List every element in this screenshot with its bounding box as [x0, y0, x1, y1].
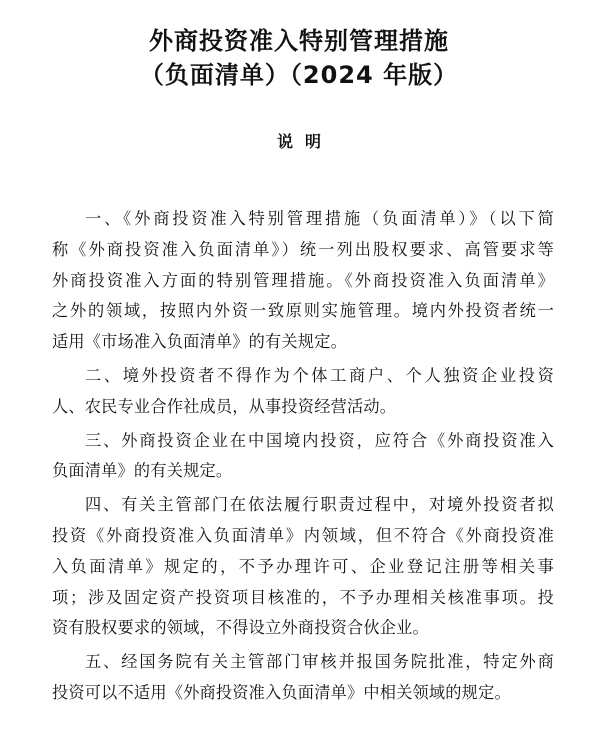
document-title: 外商投资准入特别管理措施	[149, 27, 449, 55]
paragraph-2-line-1: 二、境外投资者不得作为个体工商户、个人独资企业投资	[85, 365, 554, 385]
paragraph-1-line-4: 之外的领域，按照内外资一致原则实施管理。境内外投资者统一	[52, 301, 554, 321]
paragraph-5-line-2: 投资可以不适用《外商投资准入负面清单》中相关领域的规定。	[52, 682, 511, 702]
paragraph-1-line-3: 外商投资准入方面的特别管理措施。《外商投资准入负面清单》	[52, 270, 554, 290]
paragraph-4-line-1: 四、有关主管部门在依法履行职责过程中，对境外投资者拟	[85, 495, 554, 515]
paragraph-1-line-2: 称《外商投资准入负面清单》）统一列出股权要求、高管要求等	[52, 239, 554, 259]
paragraph-2-line-2: 人、农民专业合作社成员，从事投资经营活动。	[52, 396, 397, 416]
section-heading: 说明	[276, 132, 333, 151]
paragraph-5-line-1: 五、经国务院有关主管部门审核并报国务院批准，特定外商	[85, 652, 554, 672]
paragraph-1-line-1: 一、《外商投资准入特别管理措施（负面清单）》（以下简	[85, 209, 554, 228]
document-subtitle: （负面清单）（2024 年版）	[139, 61, 459, 89]
paragraph-4-line-4: 项；涉及固定资产投资项目核准的，不予办理相关核准事项。投	[52, 587, 554, 607]
paragraph-3-line-1: 三、外商投资企业在中国境内投资，应符合《外商投资准入	[85, 430, 554, 450]
paragraph-4-line-5: 资有股权要求的领域，不得设立外商投资合伙企业。	[52, 618, 429, 638]
paragraph-4-line-2: 投资《外商投资准入负面清单》内领域，但不符合《外商投资准	[52, 525, 554, 545]
paragraph-3-line-2: 负面清单》的有关规定。	[52, 461, 233, 481]
paragraph-4-line-3: 入负面清单》规定的，不予办理许可、企业登记注册等相关事	[52, 556, 554, 576]
document-body	[52, 204, 554, 709]
paragraph-1-line-5: 适用《市场准入负面清单》的有关规定。	[52, 332, 347, 352]
